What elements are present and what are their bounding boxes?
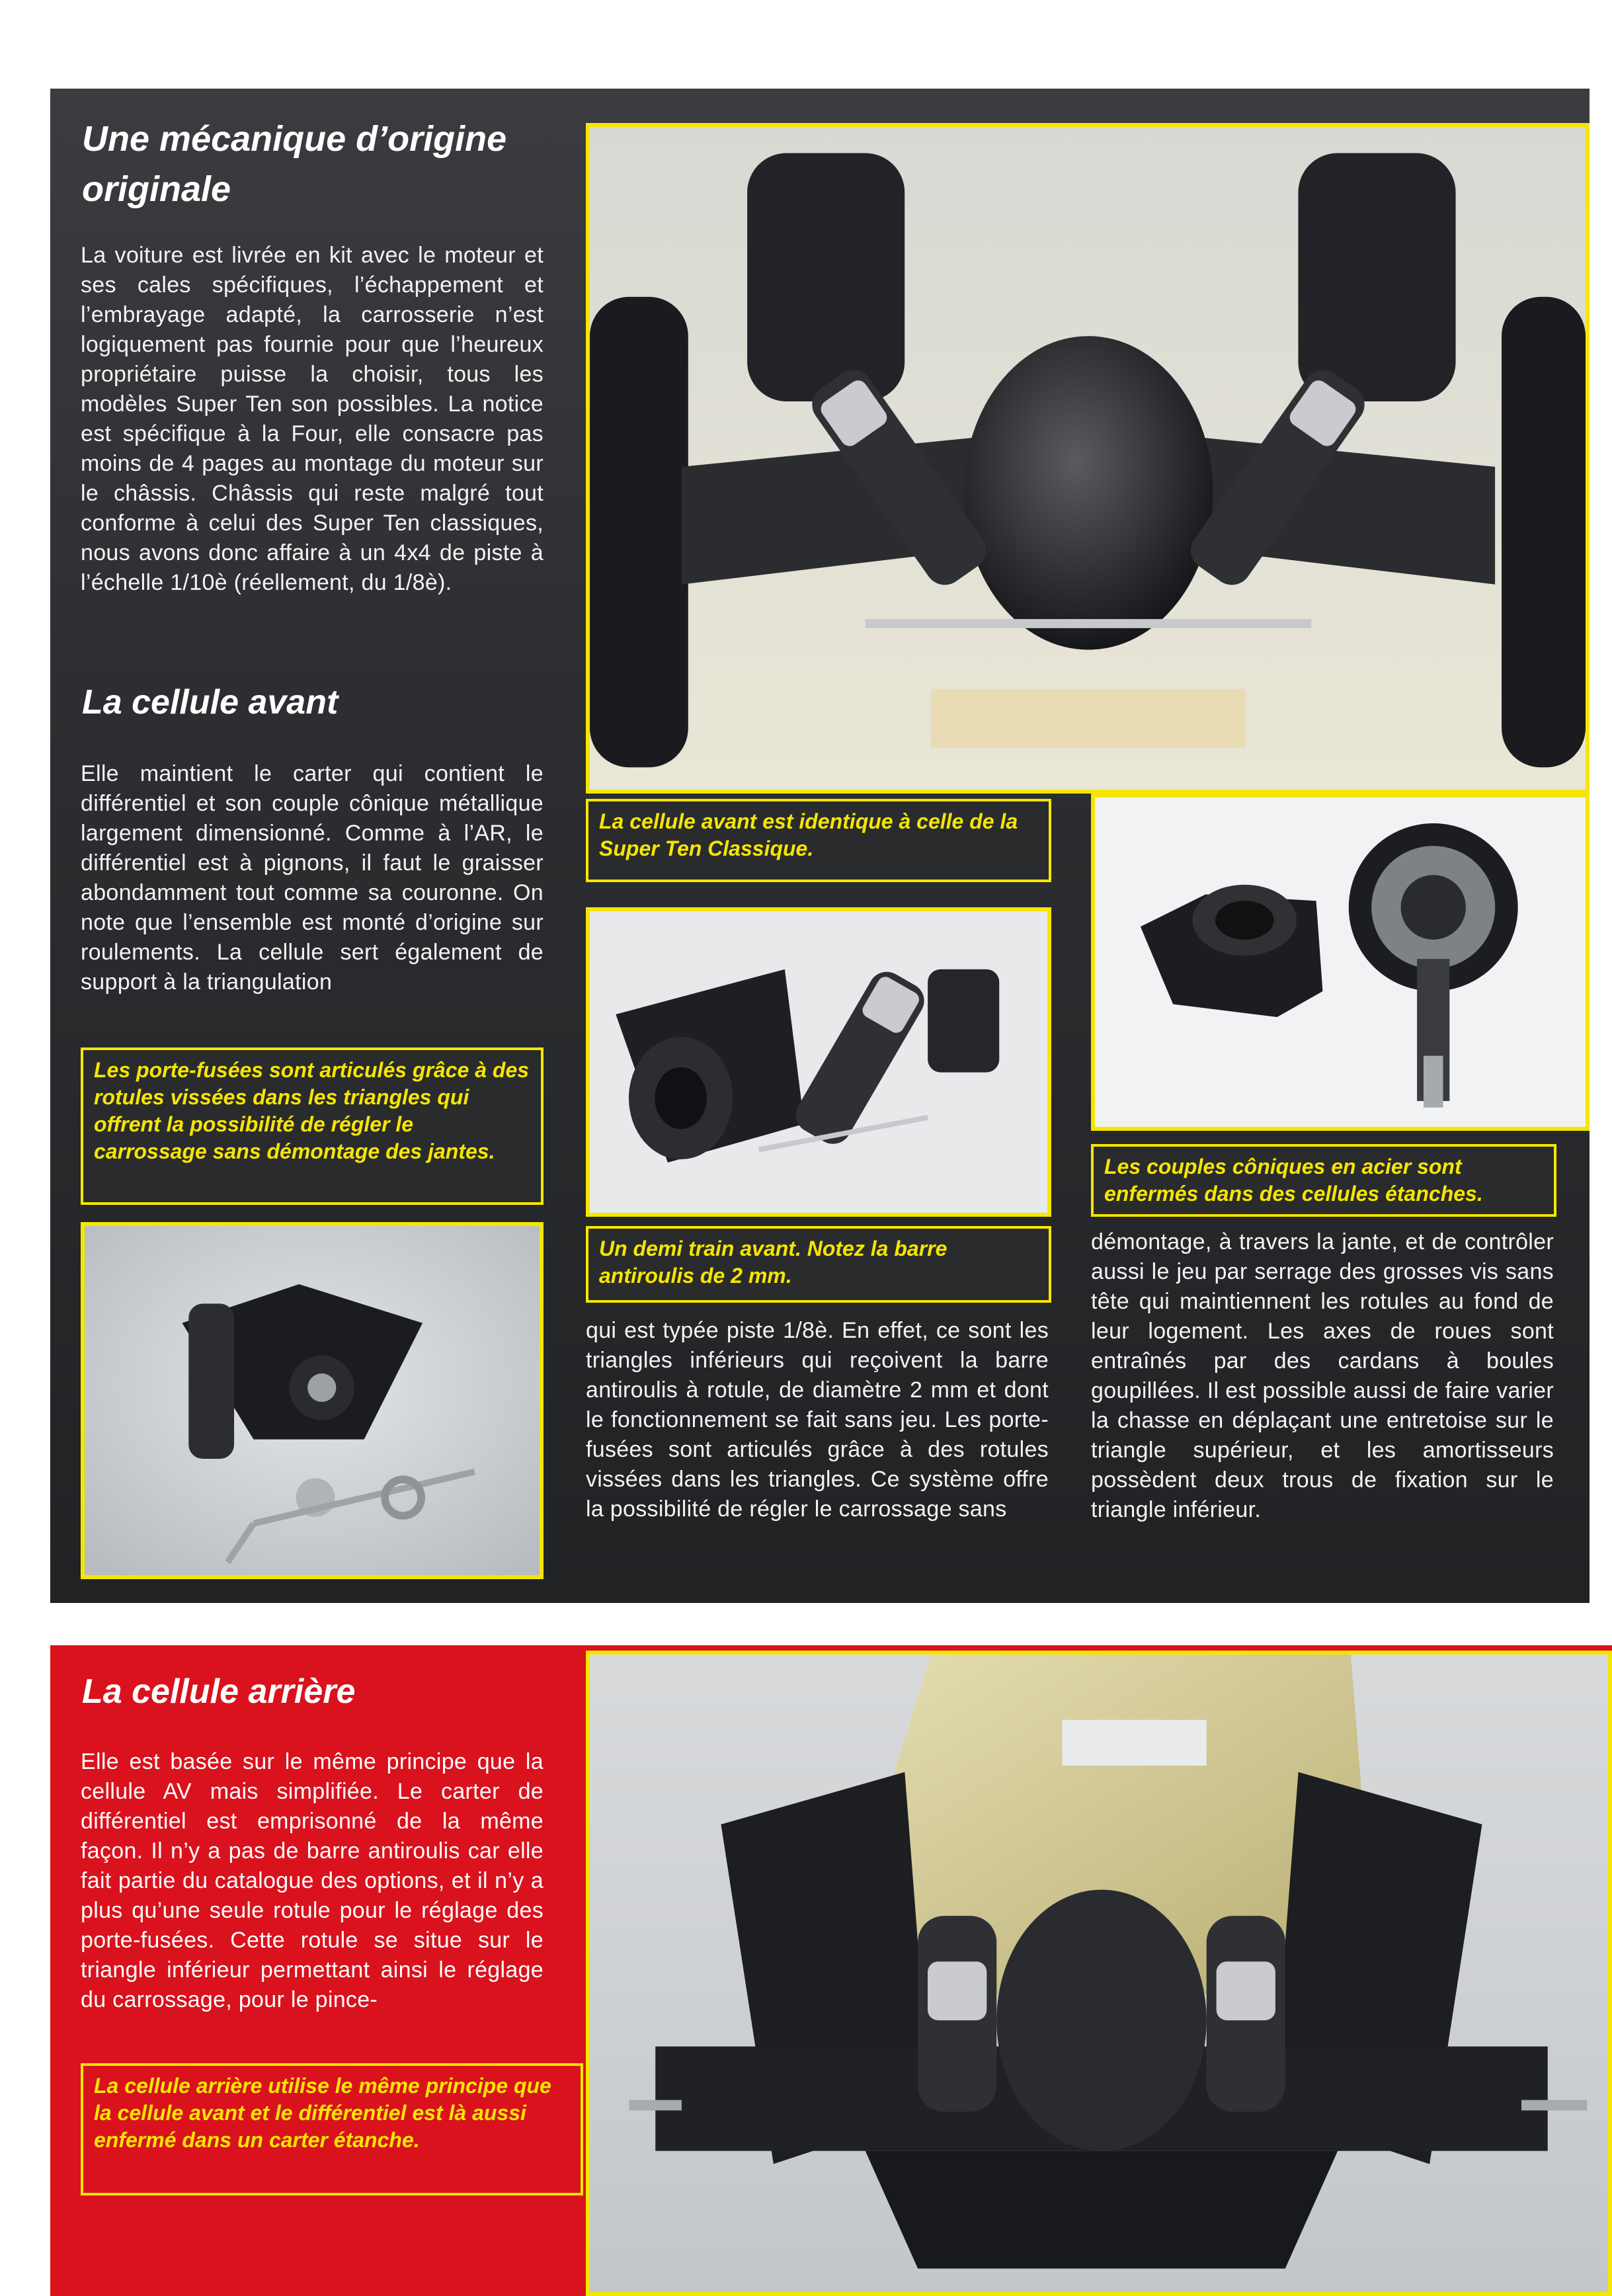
caption-rear-cell: La cellule arrière utilise le même principe que la cellule avant et le différentiel est là aussi enfermé dans un carter étanche.: [81, 2063, 583, 2195]
photo-bevel-gears: [1091, 794, 1590, 1131]
photo-rear-cell: [586, 1651, 1612, 2296]
hub-image: [85, 1226, 540, 1575]
caption-hubs: Les porte-fusées sont articulés grâce à des rotules vissées dans les triangles qui offrent la possibilité de régler le carrossage sans démontage des jantes.: [81, 1047, 544, 1205]
heading-cellule-avant: La cellule avant: [82, 683, 339, 721]
text-cellule-avant: Elle maintient le carter qui contient le différentiel et son couple cônique métallique largement dimensionné. Comme à l’AR, le différentiel est à pignons, il faut le graisser abondamment tout comme sa couronne. On note que l’ensemble est monté d’origine sur roulements. La cellule sert également de support à la triangulation: [81, 761, 544, 995]
heading-mecanique: Une mécanique d’origine originale: [82, 119, 507, 209]
bevel-gears-image: [1095, 798, 1586, 1127]
front-cell-image: [590, 127, 1586, 790]
photo-front-hub: [81, 1222, 544, 1579]
heading-cellule-arriere: La cellule arrière: [82, 1672, 356, 1711]
photo-half-train: [586, 907, 1051, 1217]
rear-cell-image: [590, 1655, 1608, 2292]
half-train-image: [590, 911, 1047, 1213]
text-cellule-arriere: Elle est basée sur le même principe que la cellule AV mais simplifiée. Le carter de différentiel est emprisonné de la même façon. Il n’y a pas de barre antiroulis car elle fait partie du catalogue des options, et il n’y a plus qu’une seule rotule pour le réglage des porte-fusées. Cette rotule se situe sur le triangle inférieur permettant ainsi le réglage du carrossage, pour le pince-: [81, 1749, 544, 2012]
caption-bevel-gears: Les couples côniques en acier sont enfermés dans des cellules étanches.: [1091, 1144, 1556, 1217]
photo-front-cell: [586, 123, 1590, 794]
caption-half-train: Un demi train avant. Notez la barre antiroulis de 2 mm.: [586, 1226, 1051, 1303]
text-triangulation: qui est typée piste 1/8è. En effet, ce sont les triangles inférieurs qui reçoivent la barre antiroulis à rotule, de diamètre 2 mm et dont le fonctionnement se fait sans jeu. Les porte-fusées sont articulés grâce à des rotules vissées dans les triangles. Ce système offre la possibilité de régler le carrossage sans: [586, 1318, 1049, 1522]
caption-front-cell: La cellule avant est identique à celle de la Super Ten Classique.: [586, 799, 1051, 882]
text-intro: La voiture est livrée en kit avec le moteur et ses cales spécifiques, l’échappement et l’embrayage adapté, la carrosserie n’est logiquement pas fournie pour que l’heureux propriétaire puisse la choisir, tous les modèles Super Ten son possibles. La notice est spécifique à la Four, elle consacre pas moins de 4 pages au montage du moteur sur le châssis. Châssis qui reste malgré tout conforme à celui des Super Ten classiques, nous avons donc affaire à un 4x4 de piste à l’échelle 1/10è (réellement, du 1/8è).: [81, 243, 544, 595]
text-demontage: démontage, à travers la jante, et de contrôler aussi le jeu par serrage des grosses vis sans tête qui maintiennent les rotules au fond de leur logement. Les axes de roues sont entraînés par des cardans à boules goupillées. Il est possible aussi de faire varier la chasse en déplaçant une entretoise sur le triangle supérieur, et les amortisseurs possèdent deux trous de fixation sur le triangle inférieur.: [1091, 1229, 1554, 1522]
